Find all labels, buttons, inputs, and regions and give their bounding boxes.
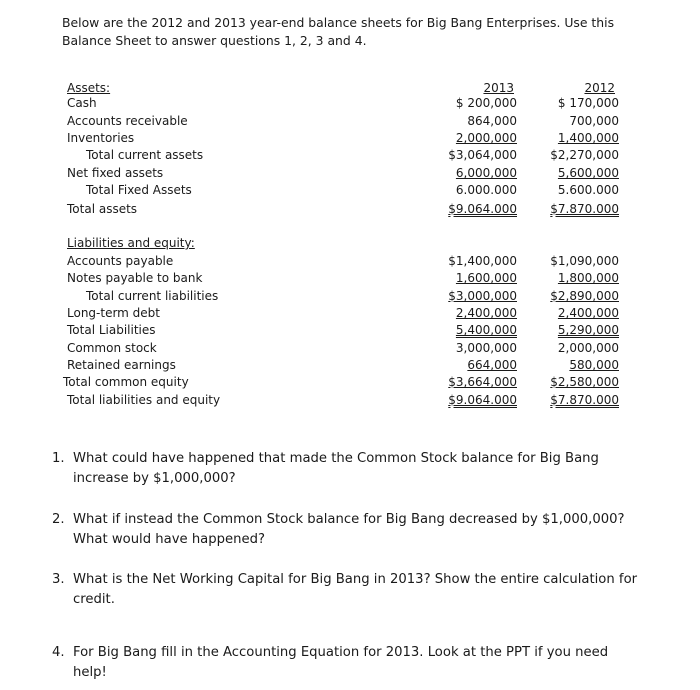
row-label: Total current liabilities (86, 289, 219, 303)
value-2013: $9.064.000 (448, 202, 517, 216)
intro-text: Below are the 2012 and 2013 year-end balance sheets for Big Bang Enterprises. Use this Balance Sheet to answer questions 1, 2, 3 and 4. (62, 15, 615, 48)
value-2012: $ 170,000 (557, 96, 619, 110)
value-2012: 5.600.000 (557, 183, 619, 197)
question-number: 3. (52, 572, 65, 587)
row-label: Total Liabilities (67, 323, 156, 337)
value-2012: 1,800,000 (557, 271, 619, 285)
value-2012: 2,000,000 (557, 341, 619, 355)
col-2012-header: 2012 (584, 81, 615, 95)
value-2013: $9.064.000 (448, 393, 517, 407)
row-label: Cash (67, 96, 97, 110)
table-row (0, 165, 700, 182)
row-label: Notes payable to bank (67, 271, 203, 285)
value-2013: 1,600,000 (455, 271, 517, 285)
row-label: Total common equity (63, 375, 189, 389)
value-2012: $2,890,000 (550, 289, 619, 303)
value-2013: 2,400,000 (455, 306, 517, 320)
row-label: Total assets (67, 202, 138, 216)
question-number: 1. (52, 451, 65, 466)
value-2013: $1,400,000 (448, 254, 517, 268)
row-label: Retained earnings (67, 358, 176, 372)
row-label: Total current assets (86, 148, 204, 162)
row-label: Accounts receivable (67, 114, 188, 128)
value-2013: $3,664,000 (448, 375, 517, 389)
value-2013: 6,000,000 (455, 166, 517, 180)
value-2012: $2,580,000 (550, 375, 619, 389)
value-2012: 2,400,000 (557, 306, 619, 320)
question-text: What is the Net Working Capital for Big Bang in 2013? Show the entire calculation for credit. (73, 572, 638, 607)
value-2013: $3,064,000 (448, 148, 517, 162)
table-row (0, 253, 700, 270)
value-2013: 3,000,000 (455, 341, 517, 355)
table-row (0, 340, 700, 357)
question-number: 4. (52, 645, 65, 660)
value-2013: 6.000.000 (455, 183, 517, 197)
question-3 (52, 570, 642, 610)
table-row (0, 322, 700, 339)
value-2013: 2,000,000 (455, 131, 517, 145)
value-2013: 5,400,000 (455, 323, 517, 337)
value-2013: 864,000 (467, 114, 517, 128)
value-2012: 1,400,000 (557, 131, 619, 145)
question-text: For Big Bang fill in the Accounting Equation for 2013. Look at the PPT if you need help! (73, 645, 609, 680)
question-2 (52, 510, 642, 550)
assets-heading: Assets: (67, 81, 111, 95)
row-label: Total Fixed Assets (86, 183, 192, 197)
value-2012: $2,270,000 (550, 148, 619, 162)
value-2013: $ 200,000 (455, 96, 517, 110)
value-2012: $7.870.000 (550, 202, 619, 216)
table-row (0, 270, 700, 287)
table-row (0, 374, 700, 391)
table-row (0, 305, 700, 322)
question-text: What if instead the Common Stock balance for Big Bang decreased by $1,000,000? What would have happened? (73, 512, 625, 547)
value-2012: 5,290,000 (557, 323, 619, 337)
table-row (0, 235, 700, 252)
question-4 (52, 643, 642, 683)
value-2012: $7.870.000 (550, 393, 619, 407)
value-2012: $1,090,000 (550, 254, 619, 268)
question-text: What could have happened that made the Common Stock balance for Big Bang increase by $1,000,000? (73, 451, 599, 486)
table-row (0, 130, 700, 147)
value-2013: 664,000 (467, 358, 517, 372)
row-label: Accounts payable (67, 254, 174, 268)
question-1 (52, 449, 642, 489)
value-2012: 580,000 (569, 358, 619, 372)
table-row (0, 95, 700, 112)
table-row (0, 147, 700, 164)
col-2013-header: 2013 (483, 81, 514, 95)
value-2013: $3,000,000 (448, 289, 517, 303)
question-number: 2. (52, 512, 65, 527)
row-label: Common stock (67, 341, 157, 355)
value-2012: 5,600,000 (557, 166, 619, 180)
row-label: Long-term debt (67, 306, 161, 320)
table-row (0, 392, 700, 409)
value-2012: 700,000 (569, 114, 619, 128)
table-row (0, 182, 700, 199)
table-row (0, 201, 700, 218)
table-row (0, 357, 700, 374)
row-label: Total liabilities and equity (67, 393, 221, 407)
table-row (0, 113, 700, 130)
row-label: Net fixed assets (67, 166, 164, 180)
table-row (0, 288, 700, 305)
liabilities-heading: Liabilities and equity: (67, 236, 195, 250)
row-label: Inventories (67, 131, 135, 145)
